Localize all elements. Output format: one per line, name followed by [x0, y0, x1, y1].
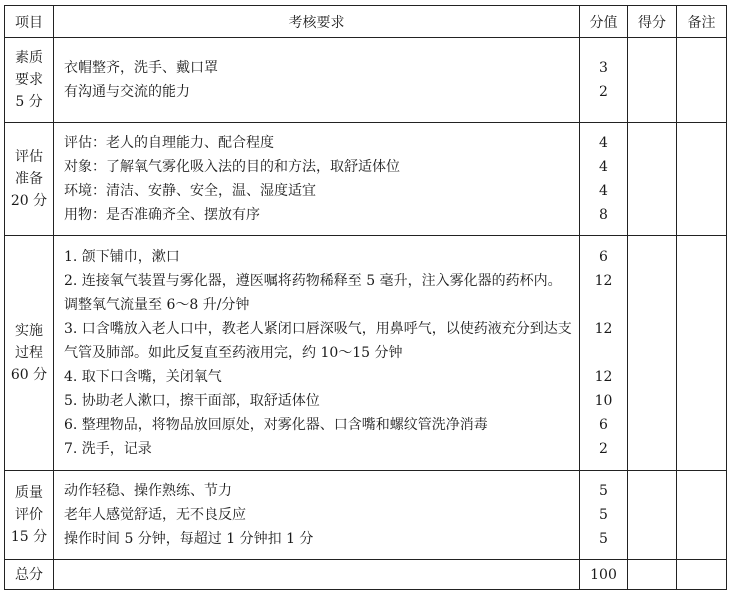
header-score: 分值 [580, 6, 628, 38]
score-value: 4 [599, 183, 608, 199]
score-value: 12 [594, 369, 613, 385]
requirement-line: 7. 洗手，记录 [64, 441, 152, 457]
header-row [5, 6, 727, 38]
requirements-cell [54, 236, 580, 471]
total-score: 100 [580, 560, 628, 590]
requirement-line: 对象：了解氧气雾化吸入法的目的和方法，取舒适体位 [64, 159, 400, 175]
remarks-cell [677, 560, 727, 590]
score-value: 10 [594, 393, 613, 409]
remarks-cell [677, 38, 727, 123]
header-obtained: 得分 [628, 6, 677, 38]
requirement-line: 3. 口含嘴放入老人口中，教老人紧闭口唇深吸气，用鼻呼气，以使药液充分到达支气管及肺部。如此反复直至药液用完，约 10～15 分钟 [64, 321, 572, 361]
item-cell: 质量 评价 15 分 [5, 471, 54, 560]
header-item: 项目 [5, 6, 54, 38]
total-row [5, 560, 727, 590]
requirements-cell [54, 471, 580, 560]
item-cell: 素质 要求 5 分 [5, 38, 54, 123]
score-cell [580, 471, 628, 560]
score-value: 2 [599, 84, 608, 100]
total-requirements-cell [54, 560, 580, 590]
score-value: 6 [599, 249, 608, 265]
score-cell [580, 38, 628, 123]
requirement-line: 6. 整理物品，将物品放回原处，对雾化器、口含嘴和螺纹管洗净消毒 [64, 417, 488, 433]
requirement-line: 老年人感觉舒适，无不良反应 [64, 507, 246, 523]
requirement-line: 5. 协助老人漱口，擦干面部，取舒适体位 [64, 393, 320, 409]
score-value: 4 [599, 135, 608, 151]
section-quality [5, 471, 727, 560]
obtained-cell [628, 471, 677, 560]
score-value: 8 [599, 207, 608, 223]
requirement-line: 2. 连接氧气装置与雾化器，遵医嘱将药物稀释至 5 毫升，注入雾化器的药杯内。调整氧气流量至 6～8 升/分钟 [64, 273, 562, 313]
score-value: 12 [594, 273, 613, 289]
score-cell [580, 123, 628, 236]
header-remarks: 备注 [677, 6, 727, 38]
score-value: 3 [599, 60, 608, 76]
obtained-cell [628, 560, 677, 590]
score-value: 4 [599, 159, 608, 175]
requirement-line: 4. 取下口含嘴，关闭氧气 [64, 369, 222, 385]
score-value: 5 [599, 507, 608, 523]
remarks-cell [677, 471, 727, 560]
requirement-line: 操作时间 5 分钟，每超过 1 分钟扣 1 分 [64, 531, 314, 547]
score-value: 5 [599, 483, 608, 499]
score-value: 2 [599, 441, 608, 457]
requirement-line: 动作轻稳、操作熟练、节力 [64, 483, 232, 499]
remarks-cell [677, 123, 727, 236]
score-value: 6 [599, 417, 608, 433]
requirement-line: 评估：老人的自理能力、配合程度 [64, 135, 274, 151]
obtained-cell [628, 123, 677, 236]
total-label: 总分 [5, 560, 54, 590]
header-requirements: 考核要求 [54, 6, 580, 38]
requirement-line: 衣帽整齐，洗手、戴口罩 [64, 60, 218, 76]
requirements-cell [54, 38, 580, 123]
requirement-line: 环境：清洁、安静、安全，温、湿度适宜 [64, 183, 316, 199]
score-value: 5 [599, 531, 608, 547]
requirement-line: 1. 颌下铺巾，漱口 [64, 249, 180, 265]
item-cell: 评估 准备 20 分 [5, 123, 54, 236]
obtained-cell [628, 38, 677, 123]
section-procedure [5, 236, 727, 471]
section-assessment [5, 123, 727, 236]
requirements-cell [54, 123, 580, 236]
section-appearance [5, 38, 727, 123]
score-cell [580, 236, 628, 471]
obtained-cell [628, 236, 677, 471]
requirement-line: 有沟通与交流的能力 [64, 84, 190, 100]
item-cell: 实施 过程 60 分 [5, 236, 54, 471]
assessment-table [4, 5, 727, 590]
score-value: 12 [594, 321, 613, 337]
requirement-line: 用物：是否准确齐全、摆放有序 [64, 207, 260, 223]
remarks-cell [677, 236, 727, 471]
